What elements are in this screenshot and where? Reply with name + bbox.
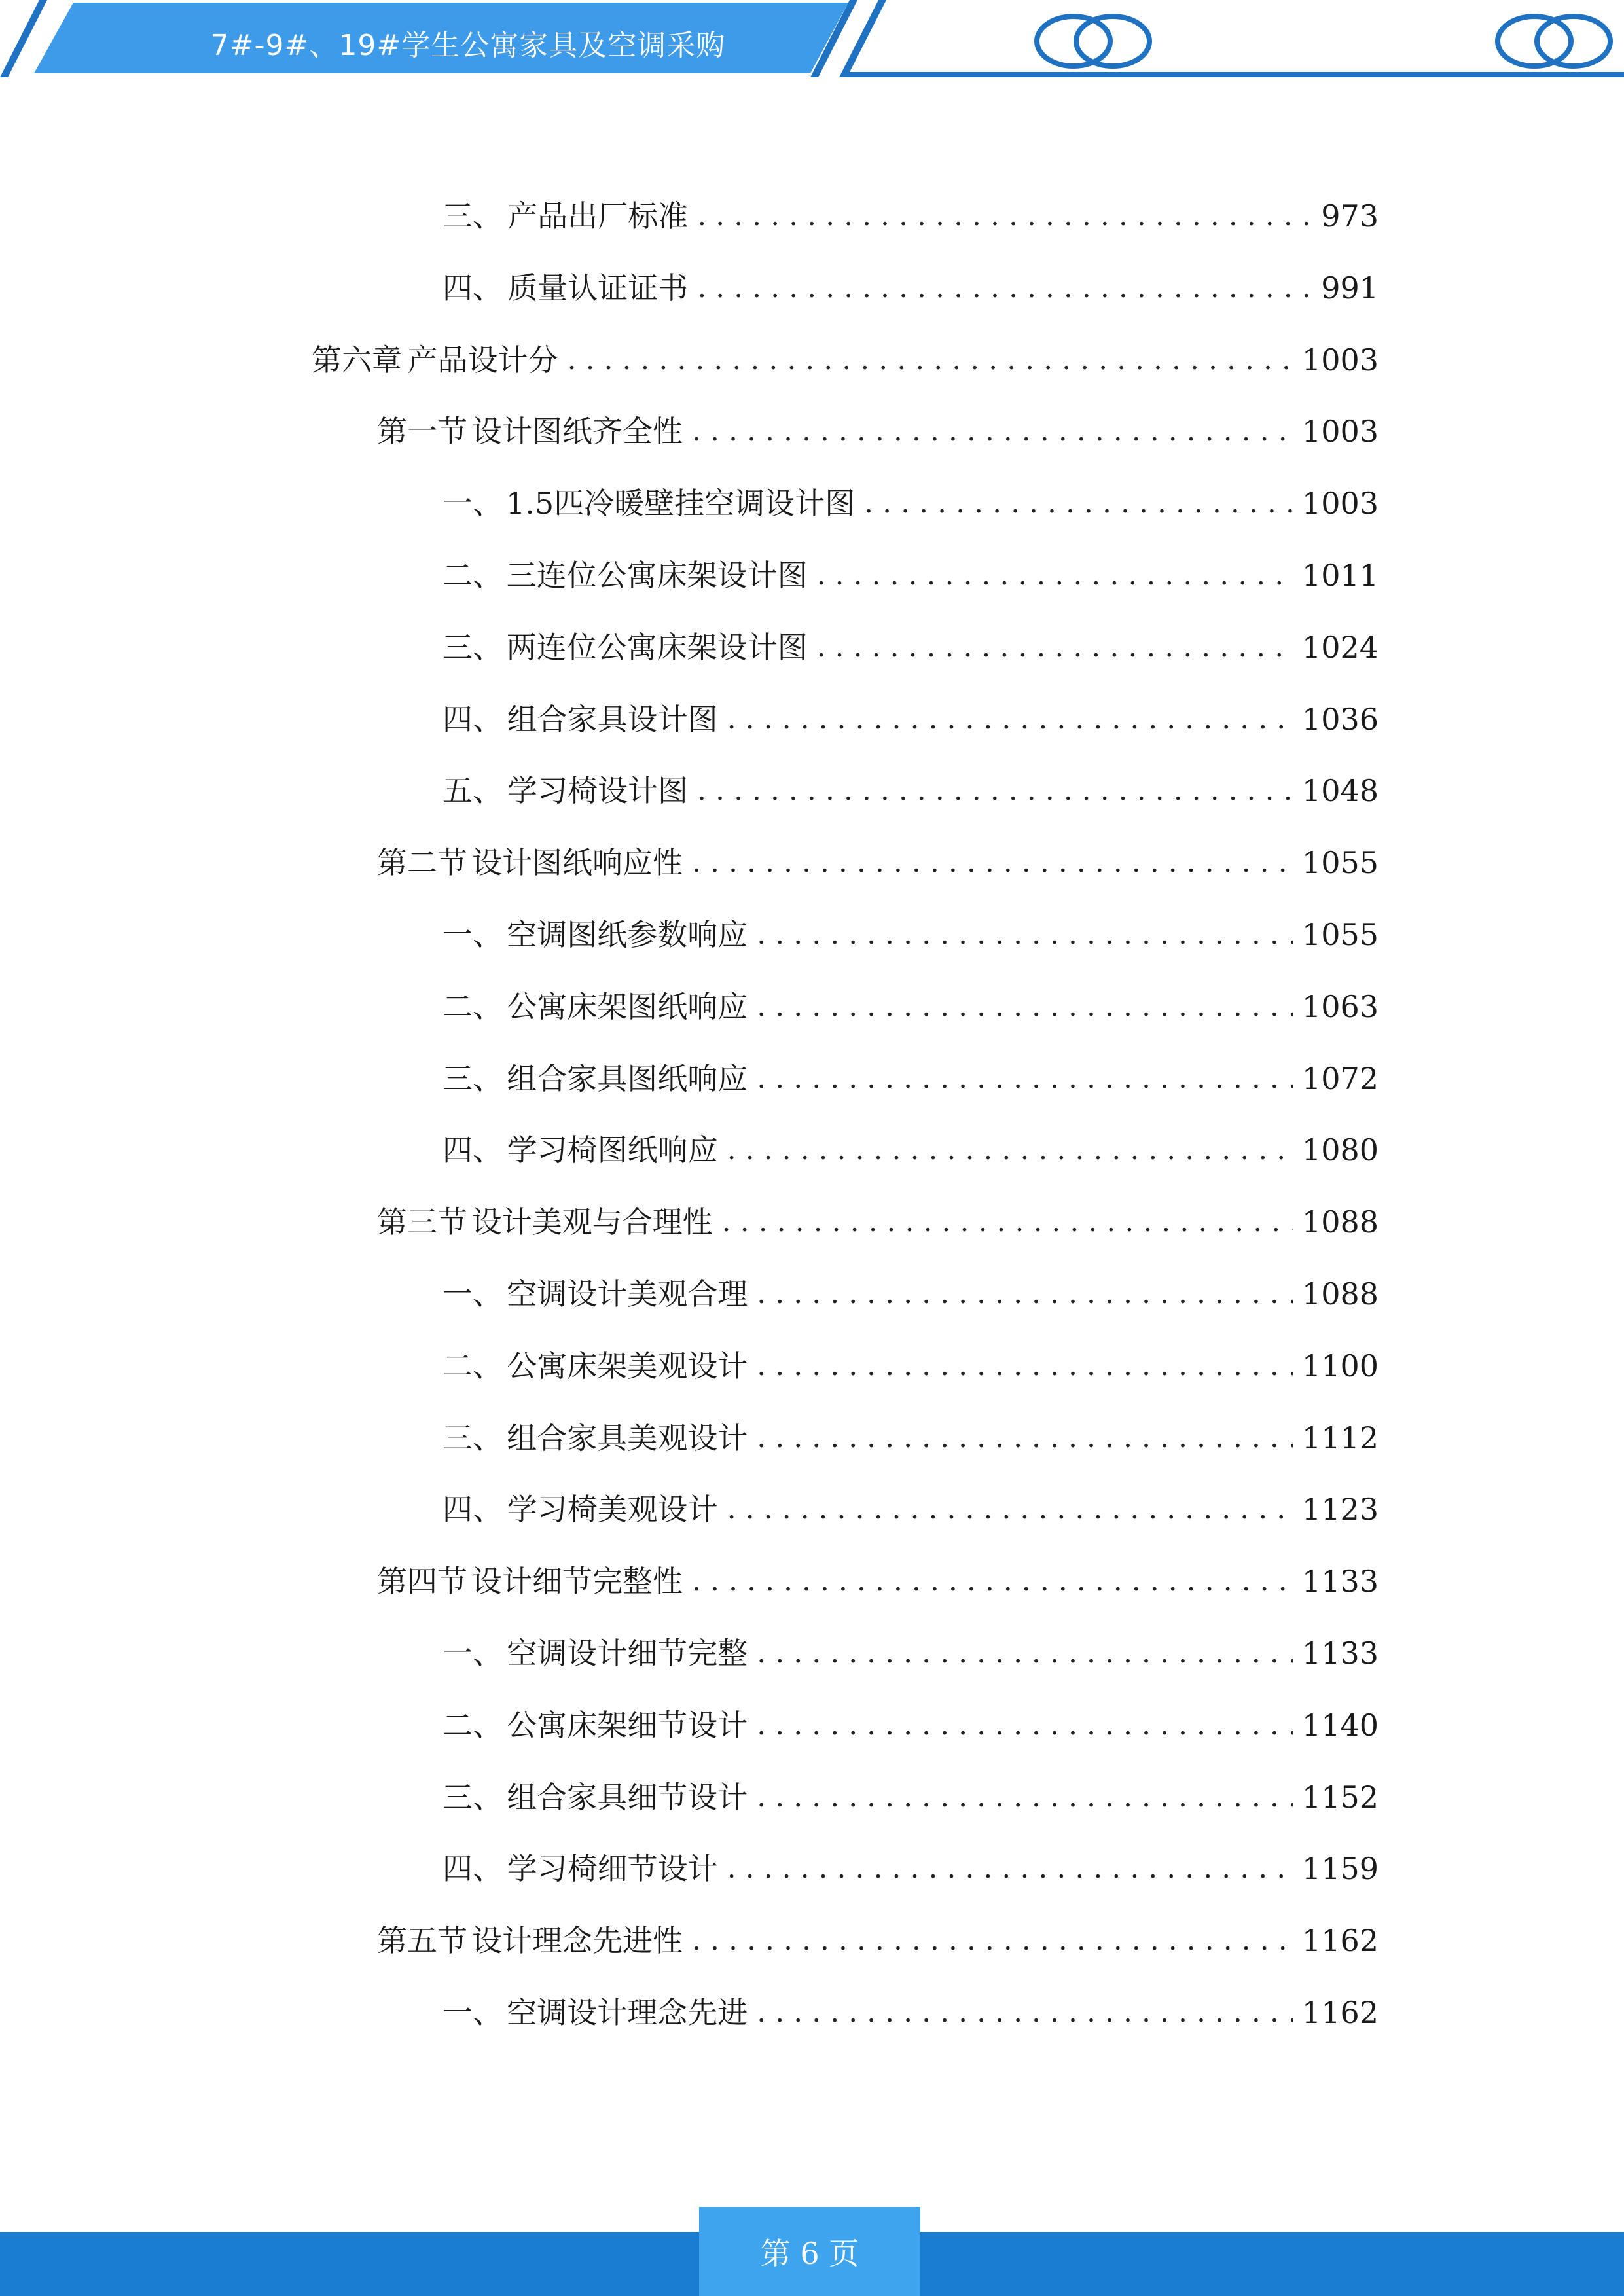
toc-entry[interactable]: [442, 628, 1379, 667]
toc-entry-page: 1162: [1301, 1923, 1379, 1958]
page-number: 第 6 页: [699, 2207, 920, 2296]
toc-entry-page: 1133: [1301, 1636, 1379, 1671]
toc-dot-leader: [757, 1059, 1293, 1098]
toc-entry-page: 1159: [1301, 1851, 1379, 1886]
page-header: [0, 0, 1624, 85]
toc-entry-page: 1080: [1301, 1132, 1379, 1168]
toc-entry-page: 1100: [1301, 1348, 1379, 1384]
toc-dot-leader: [727, 1490, 1293, 1529]
toc-entry-number: 二、: [442, 1348, 503, 1384]
toc-entry-page: 1055: [1301, 845, 1379, 880]
toc-dot-leader: [817, 556, 1293, 595]
toc-entry-title: 学习椅美观设计: [507, 1492, 718, 1527]
toc-entry-page: 1088: [1301, 1204, 1379, 1240]
toc-entry[interactable]: [442, 1634, 1379, 1673]
toc-dot-leader: [757, 1778, 1293, 1817]
toc-entry[interactable]: [377, 1202, 1379, 1242]
toc-entry-title: 组合家具图纸响应: [507, 1061, 748, 1096]
toc-entry[interactable]: [377, 843, 1379, 882]
toc-entry-page: 1152: [1301, 1780, 1379, 1815]
toc-entry-page: 1011: [1301, 558, 1379, 593]
toc-entry-number: 二、: [442, 1708, 503, 1743]
toc-entry-page: 973: [1321, 198, 1379, 234]
toc-entry-number: 三、: [442, 630, 503, 665]
toc-dot-leader: [692, 843, 1293, 882]
toc-entry-page: 1162: [1301, 1995, 1379, 2030]
toc-entry-title: 设计理念先进性: [472, 1923, 683, 1958]
rings-logo-icon: [1037, 16, 1149, 66]
toc-entry[interactable]: [442, 915, 1379, 954]
toc-dot-leader: [817, 628, 1293, 667]
toc-dot-leader: [727, 1130, 1293, 1170]
toc-entry[interactable]: [442, 771, 1379, 810]
toc-entry[interactable]: [442, 484, 1379, 523]
toc-entry-page: 1024: [1301, 630, 1379, 665]
toc-entry-number: 四、: [442, 270, 503, 306]
toc-dot-leader: [727, 700, 1293, 739]
toc-entry-title: 1.5匹冷暖壁挂空调设计图: [506, 486, 856, 521]
toc-entry-page: 1123: [1301, 1492, 1379, 1527]
toc-dot-leader: [692, 1562, 1293, 1601]
toc-entry[interactable]: [442, 1706, 1379, 1745]
toc-entry-number: 一、: [442, 1276, 503, 1312]
toc-dot-leader: [757, 1346, 1293, 1386]
toc-dot-leader: [697, 196, 1312, 236]
toc-dot-leader: [697, 268, 1312, 308]
toc-entry[interactable]: [442, 196, 1379, 236]
toc-entry[interactable]: [442, 1778, 1379, 1817]
toc-entry-title: 学习椅细节设计: [507, 1851, 718, 1886]
toc-entry[interactable]: [442, 1849, 1379, 1888]
toc-entry-page: 1088: [1301, 1276, 1379, 1312]
toc-dot-leader: [864, 484, 1293, 523]
toc-entry[interactable]: [442, 1346, 1379, 1386]
toc-entry[interactable]: [442, 987, 1379, 1026]
toc-entry-number: 一、: [442, 486, 503, 521]
toc-entry-page: 1003: [1301, 486, 1379, 521]
toc-entry-number: 第四节: [377, 1564, 467, 1599]
toc-entry-number: 五、: [442, 773, 503, 808]
toc-entry-title: 学习椅设计图: [507, 773, 688, 808]
toc-entry-number: 第二节: [377, 845, 467, 880]
toc-entry-title: 组合家具美观设计: [507, 1420, 748, 1456]
toc-entry-page: 1036: [1301, 702, 1379, 737]
toc-dot-leader: [692, 412, 1293, 451]
toc-entry-title: 组合家具设计图: [507, 702, 718, 737]
toc-entry-number: 四、: [442, 1492, 503, 1527]
toc-entry[interactable]: [442, 1490, 1379, 1529]
toc-entry-page: 1003: [1301, 414, 1379, 449]
toc-entry[interactable]: [377, 412, 1379, 451]
toc-entry[interactable]: [377, 1562, 1379, 1601]
toc-entry-page: 1133: [1301, 1564, 1379, 1599]
toc-dot-leader: [722, 1202, 1293, 1242]
toc-entry[interactable]: [442, 1993, 1379, 2032]
toc-entry-title: 学习椅图纸响应: [507, 1132, 718, 1168]
toc-entry[interactable]: [442, 1418, 1379, 1458]
toc-entry-title: 组合家具细节设计: [507, 1780, 748, 1815]
toc-entry-title: 三连位公寓床架设计图: [506, 558, 808, 593]
toc-dot-leader: [757, 1274, 1293, 1314]
toc-entry-number: 四、: [442, 1851, 503, 1886]
toc-entry-title: 产品出厂标准: [507, 198, 689, 234]
toc-entry-number: 三、: [442, 1061, 503, 1096]
toc-entry-page: 1055: [1301, 917, 1379, 952]
toc-entry-title: 设计美观与合理性: [471, 1204, 713, 1240]
toc-dot-leader: [757, 915, 1293, 954]
toc-entry-title: 设计图纸齐全性: [472, 414, 683, 449]
toc-entry-title: 空调设计理念先进: [507, 1995, 748, 2030]
toc-entry-number: 二、: [442, 989, 503, 1024]
toc-entry-page: 1072: [1301, 1061, 1379, 1096]
toc-entry-number: 三、: [442, 1420, 503, 1456]
rings-logo-icon-right: [1498, 16, 1610, 66]
toc-entry-number: 四、: [442, 1132, 503, 1168]
toc-dot-leader: [727, 1849, 1293, 1888]
toc-entry-page: 1003: [1301, 342, 1379, 378]
toc-entry-page: 991: [1321, 270, 1379, 306]
toc-dot-leader: [757, 1993, 1293, 2032]
toc-entry-number: 一、: [442, 1995, 503, 2030]
toc-dot-leader: [567, 340, 1292, 380]
toc-entry[interactable]: [377, 1921, 1379, 1960]
toc-entry-title: 空调设计细节完整: [507, 1636, 748, 1671]
toc-entry-number: 二、: [442, 558, 503, 593]
toc-entry-number: 三、: [442, 198, 503, 234]
toc-dot-leader: [757, 1634, 1293, 1673]
toc-entry-number: 第三节: [377, 1204, 467, 1240]
toc-entry-title: 两连位公寓床架设计图: [506, 630, 808, 665]
toc-entry-page: 1140: [1301, 1708, 1379, 1743]
toc-entry-page: 1063: [1301, 989, 1379, 1024]
toc-entry[interactable]: [442, 268, 1379, 308]
toc-entry-title: 公寓床架美观设计: [507, 1348, 748, 1384]
toc-entry[interactable]: [312, 340, 1379, 380]
toc-dot-leader: [757, 987, 1293, 1026]
toc-entry-title: 设计图纸响应性: [472, 845, 683, 880]
header-title: 7#-9#、19#学生公寓家具及空调采购: [210, 29, 726, 62]
toc-entry[interactable]: [442, 1274, 1379, 1314]
header-rule: [846, 72, 1624, 77]
toc-dot-leader: [757, 1418, 1293, 1458]
toc-entry-title: 设计细节完整性: [472, 1564, 683, 1599]
toc-entry-title: 公寓床架图纸响应: [507, 989, 748, 1024]
toc-dot-leader: [692, 1921, 1293, 1960]
toc-entry-number: 第一节: [377, 414, 467, 449]
toc-entry-number: 三、: [442, 1780, 503, 1815]
toc-entry-title: 空调设计美观合理: [507, 1276, 748, 1312]
toc-entry-number: 一、: [442, 1636, 503, 1671]
toc-entry-number: 第五节: [377, 1923, 467, 1958]
toc-entry[interactable]: [442, 556, 1379, 595]
toc-dot-leader: [757, 1706, 1293, 1745]
toc-entry-title: 质量认证证书: [507, 270, 689, 306]
toc-entry-title: 空调图纸参数响应: [507, 917, 748, 952]
toc-entry[interactable]: [442, 1130, 1379, 1170]
toc-entry-number: 第六章: [312, 342, 402, 378]
toc-entry[interactable]: [442, 1059, 1379, 1098]
toc-entry-number: 一、: [442, 917, 503, 952]
toc-entry-page: 1048: [1301, 773, 1379, 808]
toc-entry-title: 产品设计分: [407, 342, 558, 378]
toc-entry-number: 四、: [442, 702, 503, 737]
toc-entry-title: 公寓床架细节设计: [507, 1708, 748, 1743]
toc-dot-leader: [697, 771, 1293, 810]
toc-entry[interactable]: [442, 700, 1379, 739]
toc-entry-page: 1112: [1301, 1420, 1379, 1456]
